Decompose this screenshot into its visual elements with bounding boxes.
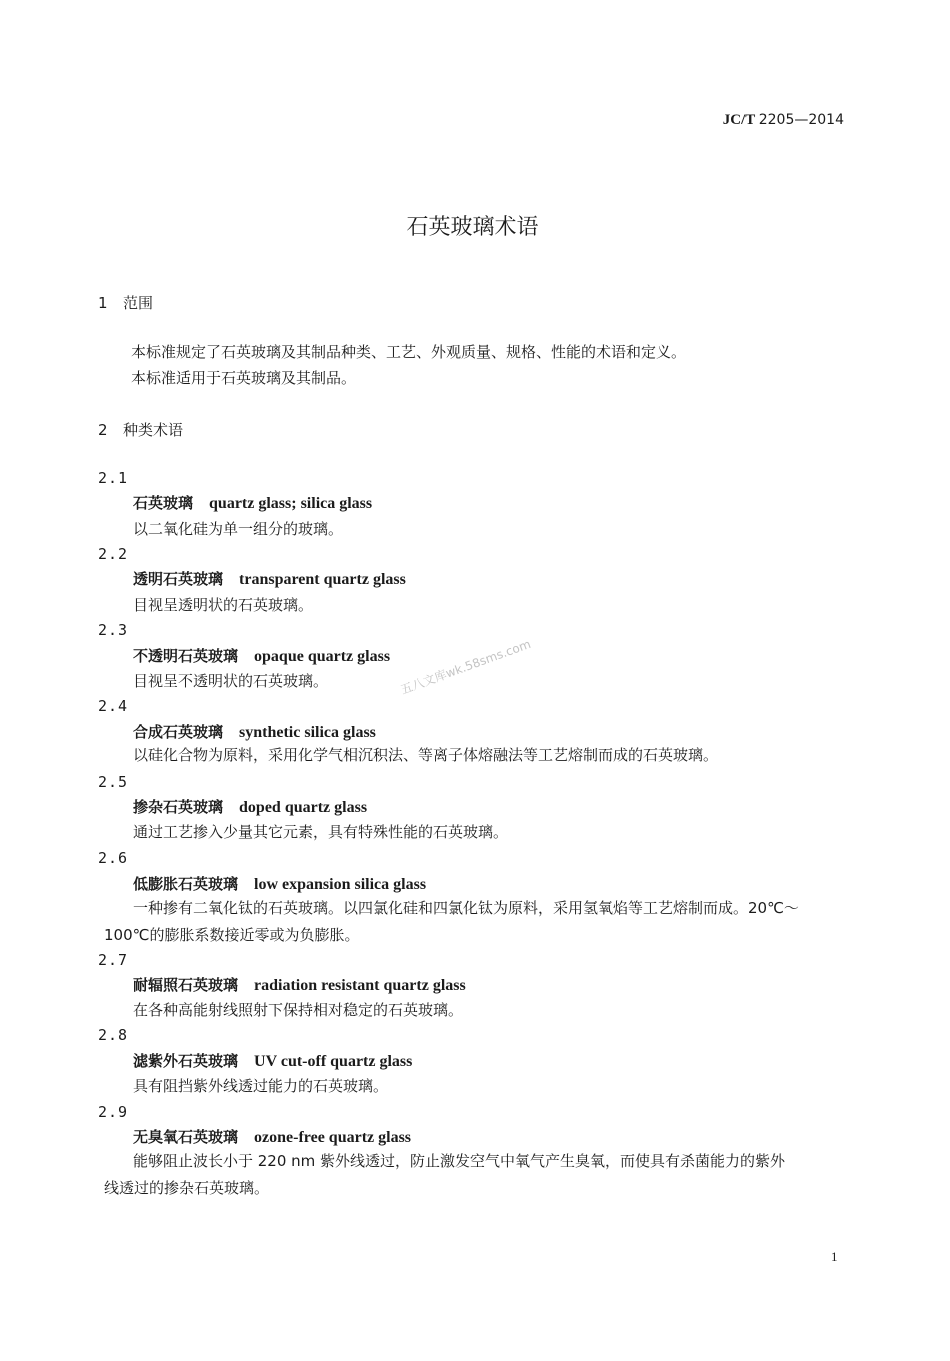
term-definition: 目视呈不透明状的石英玻璃。	[133, 672, 329, 690]
term-definition: 以二氧化硅为单一组分的玻璃。	[133, 520, 344, 538]
clause-number: 2.5	[98, 773, 129, 791]
term-zh: 掺杂石英玻璃	[133, 798, 224, 816]
term-definition-continued: 线透过的掺杂石英玻璃。	[104, 1179, 270, 1197]
term-entry	[133, 1126, 411, 1147]
clause-number: 2.9	[98, 1103, 129, 1121]
term-en: low expansion silica glass	[254, 876, 427, 893]
term-definition: 能够阻止波长小于 220 nm 紫外线透过，防止激发空气中氧气产生臭氧，而使具有杀菌能力的紫外	[133, 1152, 786, 1170]
term-entry	[133, 492, 372, 513]
term-entry	[133, 645, 390, 666]
section-1-paragraph: 本标准适用于石英玻璃及其制品。	[131, 369, 357, 387]
standard-code: JC/T 2205—2014	[722, 112, 844, 128]
term-definition-continued: 100℃的膨胀系数接近零或为负膨胀。	[104, 926, 360, 944]
term-en: UV cut-off quartz glass	[254, 1053, 413, 1070]
term-en: opaque quartz glass	[254, 648, 391, 665]
term-entry	[133, 873, 426, 894]
term-zh: 不透明石英玻璃	[133, 647, 239, 665]
term-definition: 目视呈透明状的石英玻璃。	[133, 596, 314, 614]
term-zh: 滤紫外石英玻璃	[133, 1052, 239, 1070]
term-zh: 低膨胀石英玻璃	[133, 875, 239, 893]
section-1-heading: 1 范围	[98, 294, 154, 312]
term-en: quartz glass; silica glass	[209, 495, 373, 512]
term-definition: 以硅化合物为原料，采用化学气相沉积法、等离子体熔融法等工艺熔制而成的石英玻璃。	[133, 746, 719, 764]
watermark: 五八文库wk.58sms.com	[398, 636, 533, 698]
term-definition: 一种掺有二氧化钛的石英玻璃。以四氯化硅和四氯化钛为原料，采用氢氧焰等工艺熔制而成。20℃～	[133, 899, 799, 917]
term-zh: 无臭氧石英玻璃	[133, 1128, 239, 1146]
term-en: radiation resistant quartz glass	[254, 977, 466, 994]
section-1-paragraph: 本标准规定了石英玻璃及其制品种类、工艺、外观质量、规格、性能的术语和定义。	[131, 343, 687, 361]
term-en: synthetic silica glass	[239, 724, 376, 741]
clause-number: 2.3	[98, 621, 129, 639]
document-title: 石英玻璃术语	[406, 215, 539, 240]
term-entry	[133, 721, 376, 742]
clause-number: 2.6	[98, 849, 129, 867]
term-definition: 具有阻挡紫外线透过能力的石英玻璃。	[133, 1077, 389, 1095]
page-number: 1	[831, 1249, 838, 1264]
clause-number: 2.1	[98, 469, 129, 487]
term-en: transparent quartz glass	[239, 571, 406, 588]
term-zh: 合成石英玻璃	[133, 723, 224, 741]
term-entry	[133, 974, 466, 995]
clause-number: 2.7	[98, 951, 129, 969]
term-zh: 石英玻璃	[133, 494, 194, 512]
clause-number: 2.4	[98, 697, 129, 715]
clause-number: 2.8	[98, 1026, 129, 1044]
term-zh: 透明石英玻璃	[133, 570, 224, 588]
term-definition: 在各种高能射线照射下保持相对稳定的石英玻璃。	[133, 1001, 464, 1019]
term-entry	[133, 568, 406, 589]
term-zh: 耐辐照石英玻璃	[133, 976, 239, 994]
term-en: ozone-free quartz glass	[254, 1129, 412, 1146]
term-en: doped quartz glass	[239, 799, 368, 816]
term-entry	[133, 1050, 412, 1071]
clause-number: 2.2	[98, 545, 129, 563]
term-definition: 通过工艺掺入少量其它元素，具有特殊性能的石英玻璃。	[133, 823, 509, 841]
term-entry	[133, 796, 367, 817]
section-2-heading: 2 种类术语	[98, 421, 184, 439]
